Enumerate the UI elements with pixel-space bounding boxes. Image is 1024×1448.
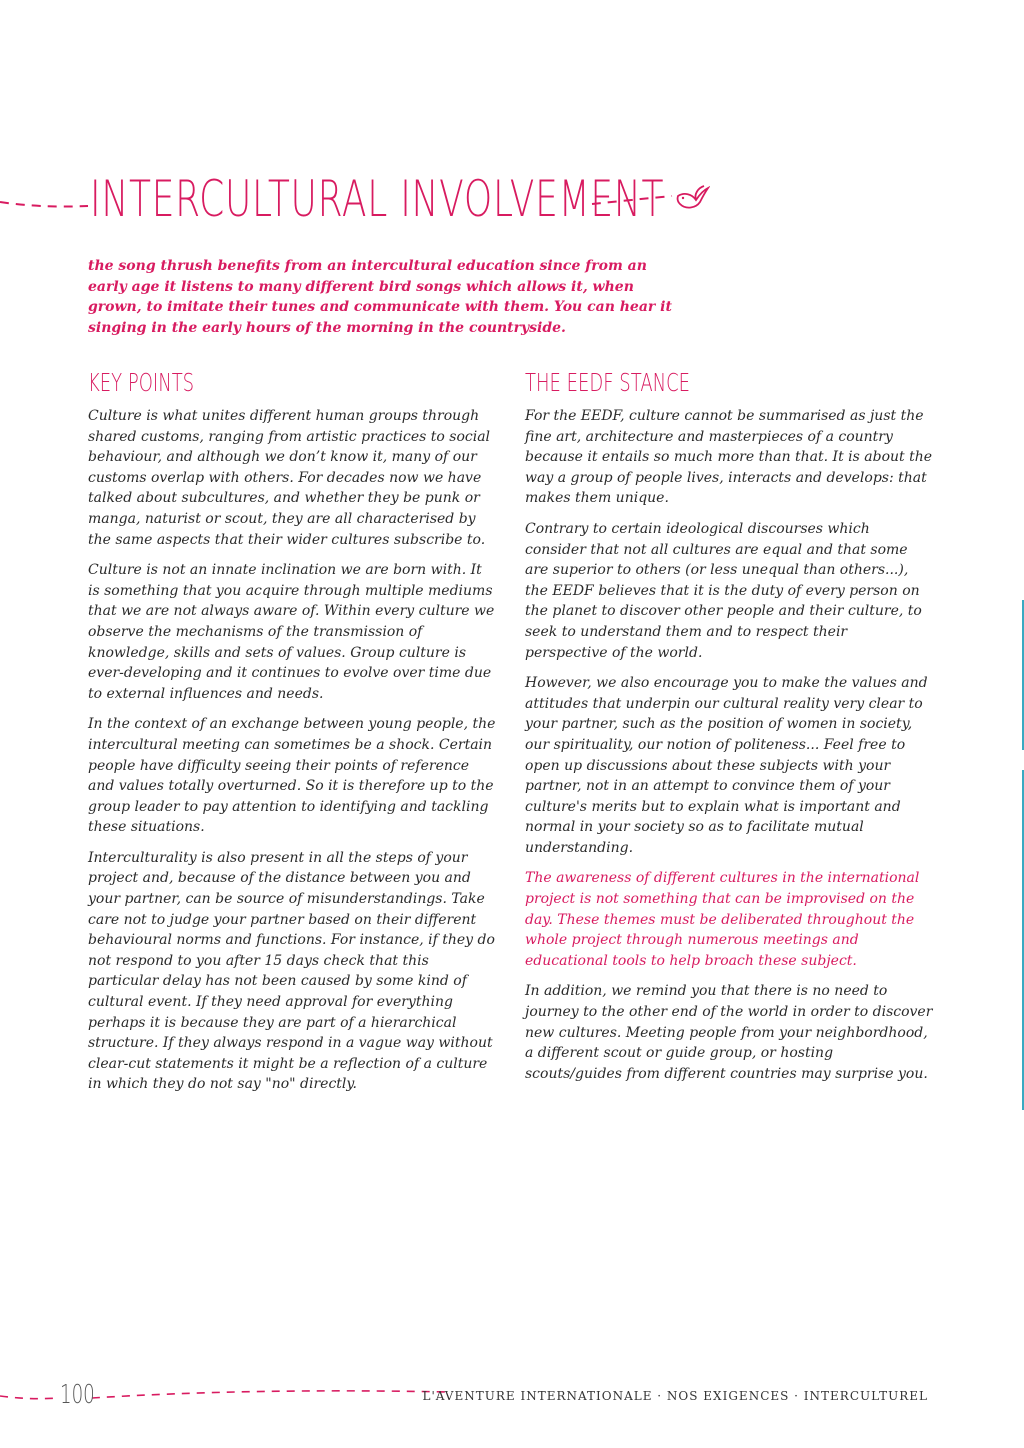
intro-paragraph: the song thrush benefits from an intercultural education since from an early age it listens to many different bird songs which allows it, when grown, to imitate their tunes and communicate with them. You can hear it singing in the early hours of the morning in the countryside. (88, 258, 672, 336)
key-points-paragraph-3: In the context of an exchange between young people, the intercultural meeting can sometimes be a shock. Certain people have difficulty seeing their points of reference and values totally overturned. So it is therefore up to the group leader to pay attention to identifying and tackling these situations. (88, 716, 496, 836)
eedf-stance-heading: THE EEDF STANCE (525, 368, 691, 397)
eedf-stance-paragraph-2: Contrary to certain ideological discourses which consider that not all cultures are equal and that some are superior to others (or less unequal than others...), the EEDF believes that it is the duty of every person on the planet to discover other people and their culture, to seek to understand them and to respect their perspective of the world. (525, 520, 922, 661)
key-points-column (88, 368, 496, 1105)
eedf-stance-closing: In addition, we remind you that there is no need to journey to the other end of the world in order to discover new cultures. Meeting people from your neighbordhood, a different scout or guide group, or hosting scouts/guides from different countries may surprise you. (525, 983, 933, 1082)
page-footer (0, 1378, 1024, 1418)
eedf-stance-paragraph-1: For the EEDF, culture cannot be summarised as just the fine art, architecture and masterpieces of a country because it entails so much more than that. It is about the way a group of people lives, interacts and develops: that makes them unique. (525, 408, 933, 507)
key-points-heading: KEY POINTS (88, 368, 195, 397)
eedf-stance-column (525, 368, 933, 1094)
key-points-paragraph-1: Culture is what unites different human groups through shared customs, ranging from artistic practices to social behaviour, and although we don’t know it, many of our customs overlap with others. For decades now we have talked about subcultures, and whether they be punk or manga, naturist or scout, they are all characterised by the same aspects that their wider cultures subscribe to. (88, 408, 491, 548)
running-footer-title: L'AVENTURE INTERNATIONALE · NOS EXIGENCES · INTERCULTUREL (422, 1389, 928, 1403)
key-points-paragraph-4: Interculturality is also present in all the steps of your project and, because of the distance between you and your partner, can be source of misunderstandings. Take care not to judge your partner based on their different behavioural norms and functions. For instance, if they do not respond to you after 15 days check that this particular delay has not been caused by some kind of cultural event. If they need approval for everything perhaps it is because they are part of a hierarchical structure. If they always respond in a vague way without clear-cut statements it might be a reflection of a culture in which they do not say "no" directly. (88, 849, 495, 1093)
key-points-paragraph-2: Culture is not an innate inclination we are born with. It is something that you acquire through multiple mediums that we are not always aware of. Within every culture we observe the mechanisms of the transmission of knowledge, skills and sets of values. Group culture is ever-developing and it continues to evolve over time due to external influences and needs. (88, 562, 495, 702)
page-number: 100 (60, 1380, 95, 1410)
title-row (0, 160, 1024, 240)
eedf-stance-highlight: The awareness of different cultures in the international project is not something that can be improvised on the day. These themes must be deliberated throughout the whole project through numerous meetings and educational tools to help broach these subject. (525, 870, 920, 969)
bird-icon (674, 182, 710, 212)
eedf-stance-paragraph-3: However, we also encourage you to make the values and attitudes that underpin our cultural reality very clear to your partner, such as the position of women in society, our spirituality, our notion of politeness... Feel free to open up discussions about these subjects with your partner, not in an attempt to convince them of your culture's merits but to explain what is important and normal in your society so as to facilitate mutual understanding. (525, 675, 928, 856)
page-title: INTERCULTURAL INVOLVEMENT (90, 170, 665, 228)
